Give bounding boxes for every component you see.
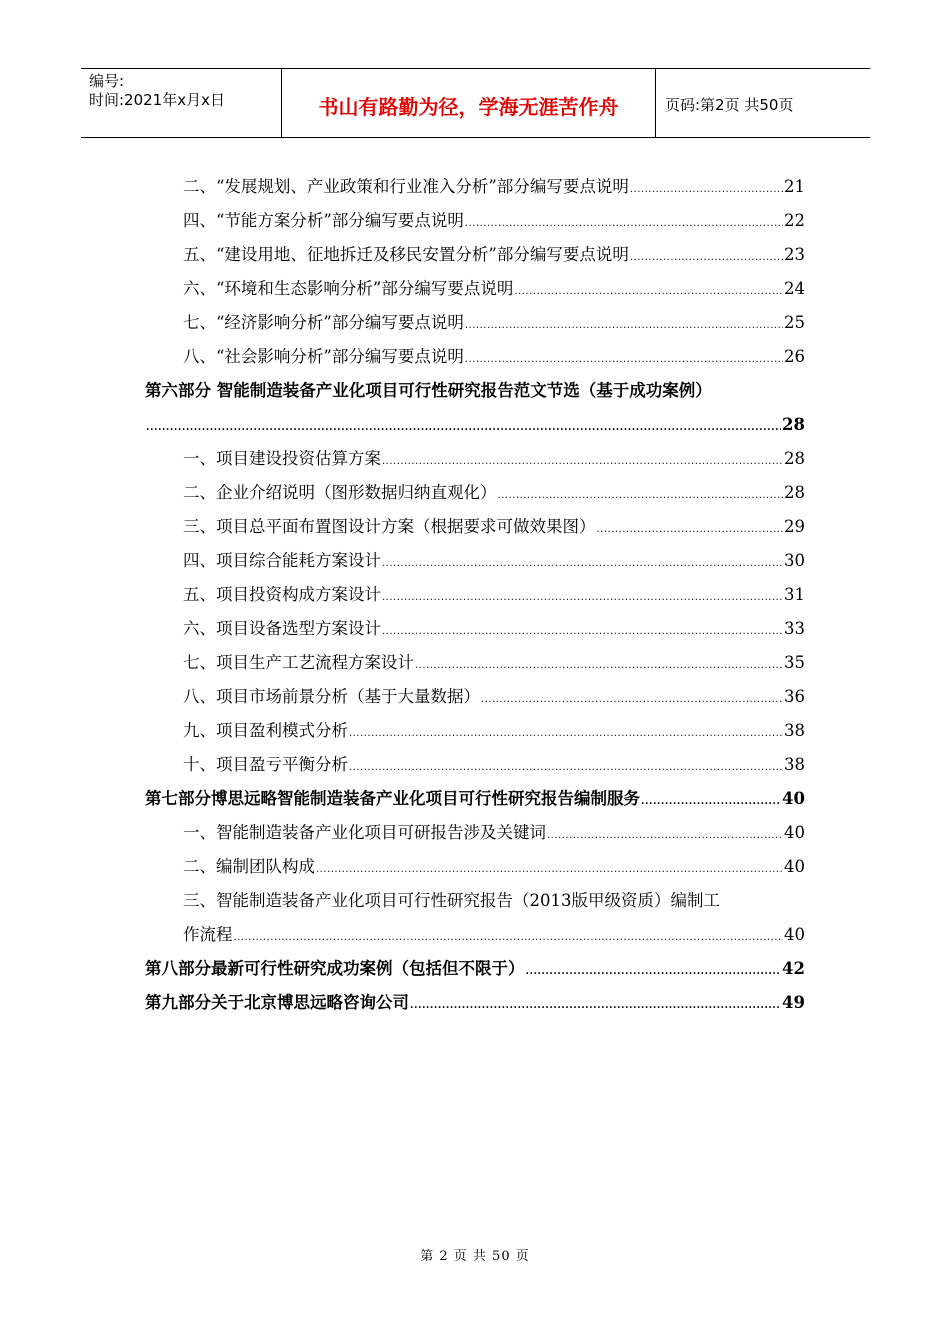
header-motto-cell bbox=[281, 69, 656, 137]
toc-entry-title: 八、项目市场前景分析（基于大量数据） bbox=[183, 687, 480, 706]
toc-entry-title: 十、项目盈亏平衡分析 bbox=[183, 755, 348, 774]
toc-entry-page: 28 bbox=[782, 415, 805, 434]
toc-entry[interactable] bbox=[145, 646, 805, 680]
toc-leader-dots bbox=[465, 343, 783, 377]
toc-entry-title: 六、“环境和生态影响分析”部分编写要点说明 bbox=[183, 279, 514, 298]
toc-entry[interactable] bbox=[145, 340, 805, 374]
toc-entry-page: 30 bbox=[784, 551, 805, 570]
header-page-code: 页码:第2页 共50页 bbox=[665, 96, 794, 114]
toc-entry-page: 25 bbox=[784, 313, 805, 332]
toc-entry[interactable] bbox=[145, 748, 805, 782]
toc-entry[interactable] bbox=[145, 544, 805, 578]
toc-entry-title: 第七部分博思远略智能制造装备产业化项目可行性研究报告编制服务 bbox=[145, 789, 640, 808]
toc-part-heading-continuation[interactable] bbox=[145, 408, 805, 442]
toc-leader-dots bbox=[349, 717, 783, 751]
toc-entry[interactable] bbox=[145, 238, 805, 272]
toc-entry-title: 九、项目盈利模式分析 bbox=[183, 721, 348, 740]
toc-leader-dots bbox=[410, 989, 781, 1023]
toc-entry-page: 21 bbox=[784, 177, 805, 196]
toc-entry-continuation[interactable] bbox=[145, 918, 805, 952]
toc-entry[interactable] bbox=[145, 680, 805, 714]
toc-leader-dots bbox=[547, 819, 783, 853]
toc-entry-page: 31 bbox=[784, 585, 805, 604]
toc-entry[interactable] bbox=[145, 714, 805, 748]
toc-entry-page: 28 bbox=[784, 483, 805, 502]
toc-entry-title: 六、项目设备选型方案设计 bbox=[183, 619, 381, 638]
toc-leader-dots bbox=[234, 921, 784, 955]
toc-entry-page: 40 bbox=[784, 857, 805, 876]
toc-entry[interactable] bbox=[145, 850, 805, 884]
toc-part-heading[interactable] bbox=[145, 782, 805, 816]
toc-entry-page: 49 bbox=[782, 993, 805, 1012]
toc-entry-page: 36 bbox=[784, 687, 805, 706]
toc-leader-dots bbox=[349, 751, 783, 785]
toc-leader-dots bbox=[630, 173, 783, 207]
toc-entry[interactable] bbox=[145, 578, 805, 612]
toc-leader-dots bbox=[514, 275, 783, 309]
toc-entry-title: 一、项目建设投资估算方案 bbox=[183, 449, 381, 468]
toc-leader-dots bbox=[630, 241, 783, 275]
toc-leader-dots bbox=[146, 411, 781, 445]
toc-part-heading[interactable]: 第六部分 智能制造装备产业化项目可行性研究报告范文节选（基于成功案例） bbox=[145, 381, 712, 400]
toc-entry-page: 33 bbox=[784, 619, 805, 638]
toc-entry[interactable] bbox=[145, 816, 805, 850]
toc-entry-title: 四、“节能方案分析”部分编写要点说明 bbox=[183, 211, 464, 230]
toc-leader-dots bbox=[316, 853, 783, 887]
toc-leader-dots bbox=[465, 309, 783, 343]
toc-entry-page: 40 bbox=[782, 789, 805, 808]
toc-leader-dots bbox=[526, 955, 782, 989]
toc-part-heading[interactable] bbox=[145, 952, 805, 986]
toc-entry[interactable] bbox=[145, 170, 805, 204]
toc-entry-title: 五、“建设用地、征地拆迁及移民安置分析”部分编写要点说明 bbox=[183, 245, 629, 264]
toc-entry-page: 40 bbox=[784, 925, 805, 944]
toc-entry-page: 23 bbox=[784, 245, 805, 264]
toc-leader-dots bbox=[641, 785, 781, 819]
toc-leader-dots bbox=[465, 207, 783, 241]
toc-entry-page: 26 bbox=[784, 347, 805, 366]
page-footer: 第 2 页 共 50 页 bbox=[420, 1249, 530, 1264]
toc-entry-title: 第八部分最新可行性研究成功案例（包括但不限于） bbox=[145, 959, 525, 978]
toc-entry-page: 38 bbox=[784, 755, 805, 774]
toc-entry-title: 作流程 bbox=[183, 925, 233, 944]
toc-entry-title: 八、“社会影响分析”部分编写要点说明 bbox=[183, 347, 464, 366]
toc-entry[interactable] bbox=[145, 510, 805, 544]
toc-entry-page: 24 bbox=[784, 279, 805, 298]
toc-entry-page: 22 bbox=[784, 211, 805, 230]
toc-leader-dots bbox=[382, 445, 783, 479]
toc-leader-dots bbox=[597, 513, 784, 547]
toc-entry-title: 五、项目投资构成方案设计 bbox=[183, 585, 381, 604]
toc-leader-dots bbox=[481, 683, 783, 717]
toc-entry[interactable] bbox=[145, 306, 805, 340]
toc-entry-title: 二、“发展规划、产业政策和行业准入分析”部分编写要点说明 bbox=[183, 177, 629, 196]
toc-entry[interactable] bbox=[145, 204, 805, 238]
toc-entry-title: 一、智能制造装备产业化项目可研报告涉及关键词 bbox=[183, 823, 546, 842]
toc-entry-title: 七、“经济影响分析”部分编写要点说明 bbox=[183, 313, 464, 332]
toc-part-heading[interactable] bbox=[145, 986, 805, 1020]
header-motto: 书山有路勤为径，学海无涯苦作舟 bbox=[318, 95, 619, 119]
header-right-cell bbox=[655, 69, 870, 137]
toc-entry-title: 四、项目综合能耗方案设计 bbox=[183, 551, 381, 570]
toc-entry-page: 35 bbox=[784, 653, 805, 672]
toc-leader-dots bbox=[498, 479, 784, 513]
toc-entry-wrapped[interactable]: 三、智能制造装备产业化项目可行性研究报告（2013版甲级资质）编制工 bbox=[183, 891, 720, 910]
toc-entry-page: 29 bbox=[784, 517, 805, 536]
document-number-label: 编号: bbox=[89, 72, 125, 90]
toc-leader-dots bbox=[415, 649, 783, 683]
toc-entry-title: 七、项目生产工艺流程方案设计 bbox=[183, 653, 414, 672]
document-date: 时间:2021年x月x日 bbox=[89, 91, 225, 109]
toc-entry-title: 二、编制团队构成 bbox=[183, 857, 315, 876]
toc-entry-title: 第九部分关于北京博思远略咨询公司 bbox=[145, 993, 409, 1012]
toc-leader-dots bbox=[382, 615, 783, 649]
toc-entry[interactable] bbox=[145, 476, 805, 510]
toc-entry[interactable] bbox=[145, 442, 805, 476]
toc-leader-dots bbox=[382, 581, 783, 615]
page-header bbox=[81, 68, 870, 138]
toc-entry-page: 38 bbox=[784, 721, 805, 740]
toc-entry-page: 42 bbox=[782, 959, 805, 978]
toc-entry-title: 三、项目总平面布置图设计方案（根据要求可做效果图） bbox=[183, 517, 596, 536]
toc-entry-page: 40 bbox=[784, 823, 805, 842]
toc-entry[interactable] bbox=[145, 272, 805, 306]
toc-entry[interactable] bbox=[145, 612, 805, 646]
header-left-cell bbox=[81, 69, 281, 137]
toc-entry-page: 28 bbox=[784, 449, 805, 468]
toc-entry-title: 二、企业介绍说明（图形数据归纳直观化） bbox=[183, 483, 497, 502]
toc-leader-dots bbox=[382, 547, 783, 581]
